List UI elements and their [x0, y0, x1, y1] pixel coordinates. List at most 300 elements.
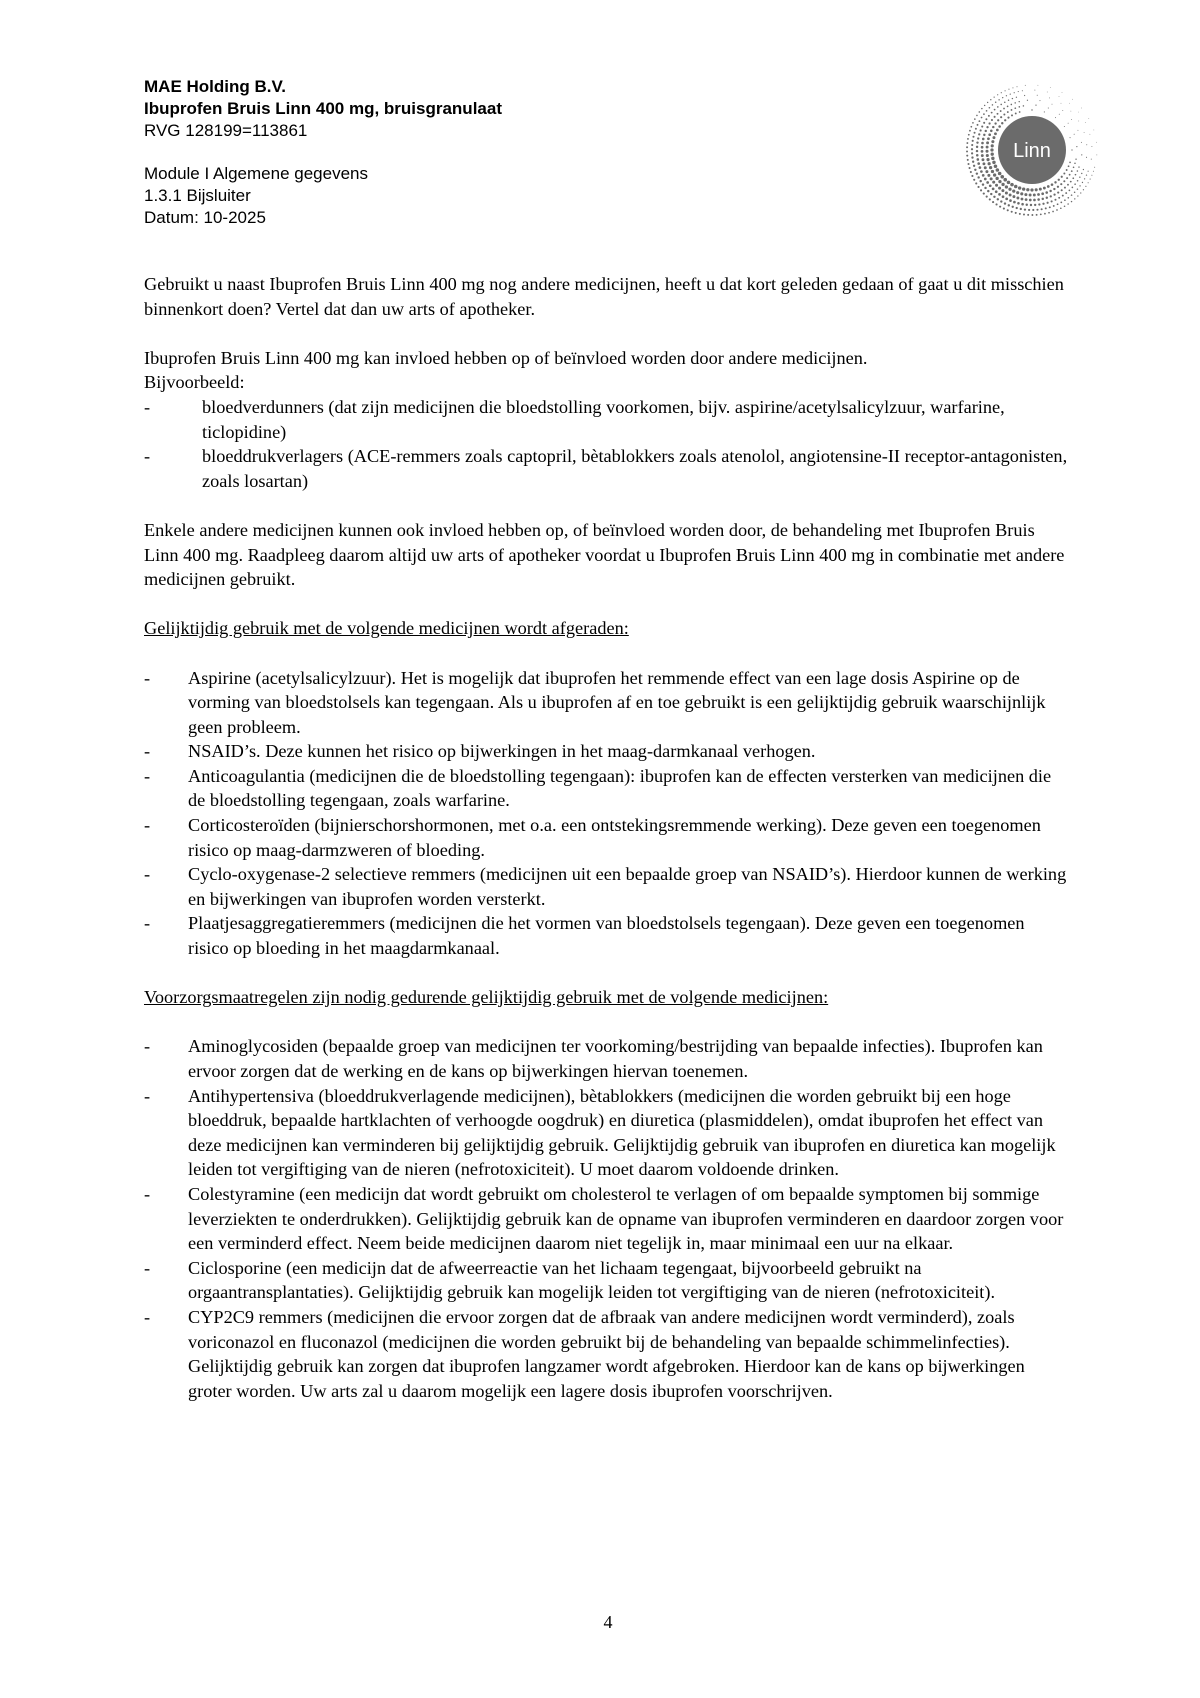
logo-dot — [984, 166, 987, 169]
logo-dot — [1064, 199, 1066, 201]
logo-dot — [1000, 104, 1002, 106]
logo-dot — [1035, 105, 1036, 106]
logo-dot — [979, 166, 982, 169]
logo-dot — [1004, 101, 1006, 103]
logo-dot — [1007, 181, 1011, 185]
logo-dot — [1062, 92, 1063, 93]
logo-dot — [1088, 182, 1089, 183]
list-item — [144, 666, 1068, 740]
logo-dot — [1069, 174, 1071, 176]
logo-dot — [989, 184, 992, 187]
logo-dot — [1091, 146, 1092, 147]
logo-dot — [1008, 188, 1011, 191]
logo-dot — [977, 162, 980, 165]
logo-dot — [1032, 209, 1034, 211]
module-label: Module I Algemene gegevens — [144, 164, 368, 183]
logo-dot — [1024, 193, 1027, 196]
logo-dot — [1040, 213, 1042, 215]
logo-dot — [1000, 110, 1002, 112]
logo-dot — [1063, 172, 1065, 174]
logo-dot — [994, 165, 998, 169]
logo-dot — [1006, 95, 1007, 96]
discouraged-list — [144, 666, 1068, 961]
logo-dot — [981, 154, 984, 157]
list-item-text: Cyclo-oxygenase-2 selectieve remmers (medicijnen uit een bepaalde groep van NSAID’s). Hierdoor kunnen de werking en bijwerkingen van ibuprofen worden versterkt. — [188, 864, 1067, 909]
logo-dot — [1083, 189, 1084, 190]
logo-dot — [1044, 111, 1045, 112]
logo-dot — [995, 177, 998, 180]
logo-dot — [997, 113, 999, 115]
logo-dot — [1031, 109, 1032, 110]
logo-dot — [1077, 195, 1078, 196]
logo-dot — [998, 125, 1001, 128]
logo-dot — [1085, 186, 1086, 187]
list-item-text: NSAID’s. Deze kunnen het risico op bijwerkingen in het maag-darmkanaal verhogen. — [188, 741, 816, 762]
logo-dot — [1010, 183, 1014, 187]
list-item — [144, 1256, 1068, 1305]
logo-dot — [967, 163, 969, 165]
logo-dot — [1084, 178, 1085, 179]
logo-dot — [1039, 100, 1040, 101]
logo-dot — [1022, 90, 1023, 91]
dash-bullet: - — [144, 1183, 151, 1204]
logo-dot — [1060, 183, 1062, 185]
linn-logo — [962, 80, 1102, 220]
logo-dot — [972, 161, 974, 163]
logo-dot — [1014, 92, 1015, 93]
logo-dot — [1074, 183, 1076, 185]
logo-dot — [1079, 176, 1080, 177]
logo-dot — [1044, 213, 1046, 215]
logo-dot — [1074, 163, 1076, 165]
logo-dot — [1074, 198, 1075, 199]
logo-dot — [1050, 195, 1052, 197]
logo-dot — [1011, 114, 1013, 116]
logo-dot — [979, 180, 981, 182]
logo-dot — [1050, 87, 1051, 88]
logo-dot — [1062, 195, 1064, 197]
logo-dot — [979, 111, 981, 113]
logo-dot — [991, 153, 994, 156]
logo-dot — [986, 141, 989, 144]
logo-dot — [976, 141, 978, 143]
logo-dot — [1048, 108, 1049, 109]
list-item — [144, 1084, 1068, 1182]
logo-dot — [976, 172, 978, 174]
logo-dot — [1033, 199, 1036, 202]
dash-bullet: - — [144, 765, 151, 786]
logo-dot — [1071, 201, 1072, 202]
logo-dot — [994, 132, 997, 135]
logo-dot — [1008, 100, 1009, 101]
logo-dot — [987, 137, 990, 140]
logo-dot — [987, 174, 990, 177]
logo-dot — [992, 126, 994, 128]
logo-dot — [1018, 91, 1019, 92]
logo-dot — [1036, 209, 1038, 211]
logo-dot — [1083, 169, 1084, 170]
list-item-text: bloedverdunners (dat zijn medicijnen die bloedstolling voorkomen, bijv. aspirine/acetylsalicylzuur, warfarine, ticlopidine) — [202, 396, 1005, 442]
logo-dot — [990, 148, 993, 151]
logo-dot — [981, 142, 984, 145]
logo-dot — [1069, 137, 1070, 138]
logo-dot — [1049, 97, 1050, 98]
logo-dot — [1005, 90, 1006, 91]
logo-dot — [1008, 89, 1009, 90]
logo-dot — [1019, 106, 1021, 108]
logo-dot — [990, 193, 992, 195]
logo-dot — [998, 180, 1001, 183]
logo-dot — [1060, 201, 1062, 203]
logo-dot — [987, 190, 989, 192]
logo-dot — [1053, 188, 1055, 190]
product-name: Ibuprofen Bruis Linn 400 mg, bruisgranulaat — [144, 99, 502, 118]
list-item — [144, 395, 1068, 444]
logo-dot — [1039, 188, 1042, 191]
logo-dot — [1001, 183, 1004, 186]
logo-dot — [1014, 102, 1016, 104]
logo-dot — [976, 115, 978, 117]
logo-dot — [1058, 197, 1060, 199]
logo-dot — [1077, 180, 1079, 182]
logo-dot — [1045, 207, 1047, 209]
list-item — [144, 862, 1068, 911]
logo-dot — [991, 144, 994, 147]
logo-dot — [1047, 92, 1048, 93]
example-list — [144, 395, 1068, 493]
logo-dot — [1004, 202, 1006, 204]
logo-dot — [1020, 208, 1022, 210]
logo-dot — [999, 206, 1001, 208]
dash-bullet: - — [144, 1257, 151, 1278]
logo-dot — [1007, 111, 1009, 113]
logo-dot — [1078, 130, 1079, 131]
logo-dot — [977, 158, 980, 161]
logo-dot — [996, 168, 1000, 172]
logo-dot — [1026, 204, 1028, 206]
logo-dot — [1007, 117, 1009, 119]
list-item — [144, 739, 1068, 764]
logo-dot — [1086, 157, 1087, 158]
logo-dot — [1015, 212, 1017, 214]
logo-dot — [993, 173, 996, 176]
logo-dot — [1085, 122, 1086, 123]
logo-dot — [995, 102, 996, 103]
logo-dot — [977, 176, 979, 178]
list-item-text: CYP2C9 remmers (medicijnen die ervoor zorgen dat de afbraak van andere medicijnen wordt verminderd), zoals voriconazol en fluconazol (medicijnen die worden gebruikt bij de behandeling van bepaalde schimmelinfecties). Gelijktijdig gebruik kan zorgen dat ibuprofen langzamer wordt afgebroken. Hierdoor kan de kans op bijwerkingen groter worden. Uw arts zal u daarom mogelijk een lagere dosis ibuprofen voorschrijven. — [188, 1306, 1025, 1401]
logo-dot — [1086, 144, 1087, 145]
dash-bullet: - — [144, 1036, 151, 1057]
dash-bullet: - — [144, 1306, 151, 1327]
logo-dot — [1091, 159, 1092, 160]
dash-bullet: - — [144, 864, 151, 885]
logo-dot — [1010, 93, 1011, 94]
logo-dot — [1066, 177, 1068, 179]
list-item — [144, 1034, 1068, 1083]
logo-dot — [1019, 111, 1021, 113]
logo-dot — [985, 130, 987, 132]
advice-paragraph: Enkele andere medicijnen kunnen ook invloed hebben op, of beïnvloed worden door, de behandeling met Ibuprofen Bruis Linn 400 mg. Raadpleeg daarom altijd uw arts of apotheker voordat u Ibuprofen Bruis Linn 400 mg in combinatie met andere medicijnen gebruikt. — [144, 519, 1065, 590]
dash-bullet: - — [144, 446, 151, 467]
logo-dot — [983, 134, 985, 136]
logo-dot — [991, 170, 994, 173]
logo-dot — [986, 181, 989, 184]
logo-dot — [980, 189, 982, 191]
logo-dot — [986, 126, 988, 128]
logo-dot — [1084, 132, 1085, 133]
logo-dot — [987, 102, 988, 103]
logo-dot — [1012, 206, 1014, 208]
logo-dot — [992, 188, 995, 191]
logo-dot — [1081, 154, 1082, 155]
logo-dot — [1015, 113, 1017, 115]
logo-dot — [1072, 177, 1074, 179]
logo-dot — [1024, 95, 1025, 96]
logo-dot — [1003, 108, 1005, 110]
logo-dot — [1030, 204, 1032, 206]
logo-dot — [1016, 97, 1017, 98]
logo-dot — [984, 105, 985, 106]
logo-dot — [985, 170, 988, 173]
logo-dot — [1022, 187, 1025, 190]
list-item — [144, 764, 1068, 813]
logo-dot — [1042, 198, 1044, 200]
logo-dot — [972, 136, 974, 138]
intro-paragraph: Gebruikt u naast Ibuprofen Bruis Linn 400 mg nog andere medicijnen, heeft u dat kort geleden gedaan of gaat u dit misschien binnenkort doen? Vertel dat dan uw arts of apotheker. — [144, 274, 1064, 319]
list-item-text: Corticosteroïden (bijnierschorshormonen, met o.a. een ontstekingsremmende werking). Deze geven een toegenomen risico op maag-darmzweren of bloeding. — [188, 815, 1041, 860]
logo-dot — [1005, 185, 1008, 188]
logo-dot — [1061, 176, 1063, 178]
logo-dot — [1043, 187, 1046, 190]
logo-dot — [986, 158, 989, 161]
logo-dot — [1013, 201, 1016, 204]
logo-dot — [994, 97, 995, 98]
logo-dot — [1077, 170, 1079, 172]
logo-dot — [1077, 188, 1078, 189]
logo-dot — [984, 178, 987, 181]
logo-dot — [1096, 142, 1097, 143]
logo-dot — [1059, 96, 1060, 97]
logo-dot — [977, 186, 979, 188]
logo-dot — [1068, 165, 1070, 167]
logo-dot — [1054, 199, 1056, 201]
logo-dot — [969, 130, 971, 132]
dash-bullet: - — [144, 913, 151, 934]
logo-dot — [967, 159, 969, 161]
logo-dot — [1025, 198, 1028, 201]
logo-dot — [1021, 203, 1024, 206]
logo-dot — [988, 162, 991, 165]
logo-dot — [1036, 214, 1038, 216]
logo-dot — [1062, 110, 1063, 111]
logo-dot — [998, 172, 1002, 176]
logo-dot — [970, 171, 972, 173]
logo-dot — [1002, 195, 1005, 198]
logo-dot — [1074, 134, 1075, 135]
logo-dot — [1081, 142, 1082, 143]
logo-dot — [992, 136, 995, 139]
list-item-text: Colestyramine (een medicijn dat wordt gebruikt om cholesterol te verlagen of om bepaalde symptomen bij sommige leverziekten te onderdrukken). Gelijktijdig gebruik kan de opname van ibuprofen verminderen en daardoor zorgen voor een verminderd effect. Neem beide medicijnen daarom niet tegelijk in, maar minimaal een uur na elkaar. — [188, 1183, 1064, 1254]
logo-dot — [975, 182, 977, 184]
logo-dot — [1071, 149, 1072, 150]
logo-dot — [984, 187, 986, 189]
logo-dot — [1029, 199, 1032, 202]
logo-dot — [1093, 130, 1094, 131]
logo-dot — [989, 107, 991, 109]
logo-dot — [985, 118, 987, 120]
logo-dot — [1056, 209, 1058, 211]
logo-dot — [1048, 212, 1050, 214]
logo-dot — [1011, 104, 1013, 106]
logo-dot — [966, 146, 968, 148]
logo-dot — [1016, 197, 1019, 200]
logo-dot — [1027, 214, 1029, 216]
logo-dot — [1075, 159, 1076, 160]
logo-dot — [1061, 103, 1062, 104]
registration-number: RVG 128199=113861 — [144, 121, 308, 140]
list-item — [144, 444, 1068, 493]
interaction-paragraph-line2: Bijvoorbeeld: — [144, 372, 245, 393]
logo-dot — [1082, 182, 1083, 183]
logo-dot — [982, 183, 984, 185]
logo-dot — [1033, 194, 1036, 197]
logo-dot — [1003, 178, 1007, 182]
section-label: 1.3.1 Bijsluiter — [144, 186, 251, 205]
logo-dot — [1041, 192, 1044, 195]
logo-dot — [1011, 109, 1013, 111]
logo-dot — [1071, 170, 1073, 172]
logo-dot — [1018, 186, 1021, 189]
logo-dot — [1057, 192, 1059, 194]
logo-dot — [1090, 134, 1091, 135]
logo-dot — [986, 146, 989, 149]
logo-dot — [1075, 174, 1077, 176]
logo-dot — [1023, 214, 1025, 216]
logo-dot — [974, 118, 976, 120]
dash-bullet: - — [144, 741, 151, 762]
logo-dot — [1001, 122, 1003, 124]
logo-dot — [1045, 191, 1048, 194]
logo-dot — [1012, 195, 1015, 198]
list-item — [144, 1305, 1068, 1403]
logo-dot — [966, 150, 968, 152]
logo-dot — [1038, 203, 1040, 205]
logo-dot — [976, 150, 978, 152]
logo-dot — [991, 119, 993, 121]
list-item-text: Aspirine (acetylsalicylzuur). Het is mogelijk dat ibuprofen het remmende effect van een lage dosis Aspirine op de vorming van bloedstolsels kan tegengaan. Als u ibuprofen af en toe gebruikt is een gelijktijdig gebruik waarschijnlijk geen probleem. — [188, 667, 1046, 737]
logo-dot — [971, 156, 973, 158]
logo-dot — [1052, 104, 1053, 105]
logo-dot — [1091, 175, 1092, 176]
list-item-text: Antihypertensiva (bloeddrukverlagende medicijnen), bètablokkers (medicijnen die worden gebruikt bij een hoge bloeddruk, bepaalde hartklachten of verhoogde oogdruk) en diuretica (plasmiddelen), omdat ibuprofen het effect van deze medicijnen kan verminderen bij gelijktijdig gebruik. Gelijktijdig gebruik van ibuprofen en diuretica kan mogelijk leiden tot vergiftiging van de nieren (nefrotoxiciteit). U moet daarom voldoende drinken. — [188, 1085, 1056, 1180]
logo-dot — [978, 133, 980, 135]
logo-dot — [998, 99, 999, 100]
logo-dot — [1054, 181, 1056, 183]
logo-dot — [998, 187, 1001, 190]
dash-bullet: - — [144, 815, 151, 836]
logo-dot — [975, 128, 977, 130]
logo-dot — [1057, 186, 1059, 188]
logo-dot — [1060, 207, 1062, 209]
logo-dot — [977, 124, 979, 126]
logo-dot — [992, 201, 994, 203]
list-item-text: Ciclosporine (een medicijn dat de afweerreactie van het lichaam tegengaat, bijvoorbeeld gebruikt na orgaantransplantaties). Gelijktijdig gebruik kan mogelijk leiden tot vergiftiging van de nieren (nefrotoxiciteit). — [188, 1257, 996, 1303]
logo-dot — [967, 138, 969, 140]
logo-dot — [1064, 206, 1066, 208]
logo-dot — [988, 133, 991, 136]
logo-dot — [994, 109, 996, 111]
logo-dot — [1041, 208, 1043, 210]
logo-dot — [1005, 191, 1008, 194]
logo-dot — [988, 115, 990, 117]
logo-dot — [983, 113, 985, 115]
logo-dot — [1009, 199, 1012, 202]
logo-dot — [1003, 113, 1005, 115]
logo-dot — [1024, 208, 1026, 210]
precautions-list — [144, 1034, 1068, 1403]
logo-dot — [992, 181, 995, 184]
logo-dot — [973, 165, 975, 167]
logo-dot — [1047, 202, 1049, 204]
logo-dot — [1076, 146, 1077, 147]
logo-dot — [1000, 116, 1002, 118]
logo-dot — [1002, 97, 1003, 98]
logo-dot — [1014, 107, 1016, 109]
logo-dot — [990, 177, 993, 180]
logo-dot — [971, 175, 973, 177]
logo-dot — [990, 99, 991, 100]
logo-dot — [1064, 187, 1066, 189]
logo-dot — [1059, 114, 1060, 115]
list-item — [144, 911, 1068, 960]
logo-dot — [1069, 103, 1070, 104]
logo-dot — [976, 146, 978, 148]
logo-dot — [1009, 193, 1012, 196]
logo-dot — [971, 148, 973, 150]
document-date: Datum: 10-2025 — [144, 208, 266, 227]
logo-dot — [1051, 183, 1054, 186]
logo-dot — [974, 169, 976, 171]
list-item-text: Plaatjesaggregatieremmers (medicijnen die het vormen van bloedstolsels tegengaan). Deze geven een toegenomen risico op bloeding in het maagdarmkanaal. — [188, 913, 1025, 959]
logo-dot — [1034, 204, 1036, 206]
list-item-text: Anticoagulantia (medicijnen die de bloedstolling tegengaan): ibuprofen kan de effecten versterken van medicijnen die de bloedstolling tegengaan, zoals warfarine. — [188, 765, 1052, 811]
logo-dot — [970, 126, 972, 128]
logo-dot — [1068, 123, 1069, 124]
logo-dot — [989, 166, 992, 169]
dash-bullet: - — [144, 667, 151, 688]
logo-dot — [1037, 193, 1040, 196]
logo-dot — [1094, 167, 1095, 168]
logo-dot — [966, 155, 968, 157]
logo-dot — [1038, 85, 1039, 86]
logo-dot — [1067, 184, 1069, 186]
logo-dot — [1065, 192, 1067, 194]
logo-dot — [994, 122, 996, 124]
logo-dot — [1061, 189, 1063, 191]
logo-dot — [1031, 214, 1033, 216]
logo-dot — [1096, 154, 1097, 155]
dash-bullet: - — [144, 396, 151, 417]
logo-dot — [1008, 204, 1010, 206]
logo-dot — [1007, 106, 1009, 108]
logo-dot — [1051, 200, 1053, 202]
logo-dot — [991, 140, 994, 143]
logo-dot — [1078, 112, 1079, 113]
logo-dot — [986, 196, 988, 198]
logo-dot — [1063, 180, 1065, 182]
logo-dot — [971, 152, 973, 154]
logo-dot — [1067, 197, 1069, 199]
